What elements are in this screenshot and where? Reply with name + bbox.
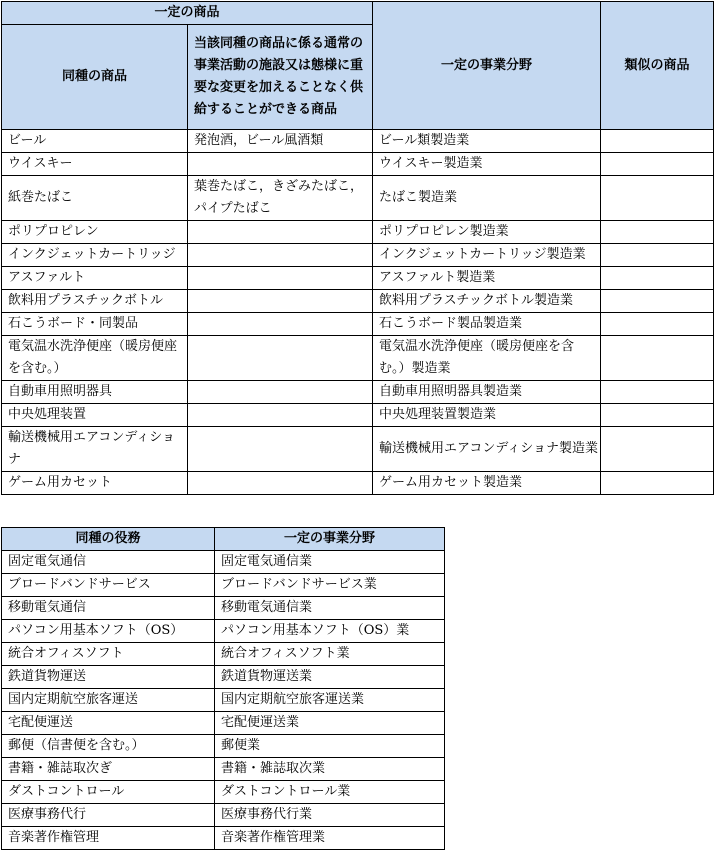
cell-service-business-field: 音楽著作権管理業 — [215, 827, 445, 850]
cell-goods: ウイスキー — [2, 153, 188, 176]
table-row — [2, 313, 714, 336]
cell-substitute — [188, 427, 373, 472]
cell-service-business-field: 書籍・雑誌取次業 — [215, 758, 445, 781]
cell-business-field: たばこ製造業 — [373, 176, 601, 221]
cell-substitute: 葉巻たばこ，きざみたばこ，パイプたばこ — [188, 176, 373, 221]
table-row — [2, 758, 445, 781]
table-row — [2, 221, 714, 244]
cell-service-business-field: ダストコントロール業 — [215, 781, 445, 804]
table-row — [2, 290, 714, 313]
cell-substitute — [188, 313, 373, 336]
cell-business-field: ウイスキー製造業 — [373, 153, 601, 176]
table-row — [2, 643, 445, 666]
services-table-body — [2, 528, 445, 850]
cell-business-field: ビール類製造業 — [373, 130, 601, 153]
cell-service-business-field: 固定電気通信業 — [215, 551, 445, 574]
cell-substitute — [188, 244, 373, 267]
cell-goods: インクジェットカートリッジ — [2, 244, 188, 267]
table-row — [2, 689, 445, 712]
table-row — [2, 381, 714, 404]
table-row — [2, 244, 714, 267]
goods-table-body — [2, 2, 714, 495]
table-row — [2, 176, 714, 221]
cell-similar-goods — [601, 153, 714, 176]
table-row — [2, 827, 445, 850]
cell-service: 音楽著作権管理 — [2, 827, 215, 850]
table-row — [2, 336, 714, 381]
cell-substitute — [188, 336, 373, 381]
cell-service: 統合オフィスソフト — [2, 643, 215, 666]
cell-business-field: ポリプロピレン製造業 — [373, 221, 601, 244]
header-same-service: 同種の役務 — [2, 528, 215, 551]
goods-table — [1, 1, 714, 495]
cell-similar-goods — [601, 290, 714, 313]
cell-goods: 石こうボード・同製品 — [2, 313, 188, 336]
cell-service: 鉄道貨物運送 — [2, 666, 215, 689]
cell-substitute — [188, 290, 373, 313]
cell-similar-goods — [601, 472, 714, 495]
table-row — [2, 620, 445, 643]
cell-goods: ビール — [2, 130, 188, 153]
cell-business-field: 輸送機械用エアコンディショナ製造業 — [373, 427, 601, 472]
cell-substitute — [188, 472, 373, 495]
table-row — [2, 735, 445, 758]
cell-goods: 飲料用プラスチックボトル — [2, 290, 188, 313]
table-row — [2, 130, 714, 153]
cell-similar-goods — [601, 130, 714, 153]
header-goods-group: 一定の商品 — [2, 2, 373, 25]
table-row — [2, 712, 445, 735]
cell-similar-goods — [601, 267, 714, 290]
cell-similar-goods — [601, 244, 714, 267]
cell-business-field: 飲料用プラスチックボトル製造業 — [373, 290, 601, 313]
table-row — [2, 472, 714, 495]
cell-service-business-field: 宅配便運送業 — [215, 712, 445, 735]
cell-service: 書籍・雑誌取次ぎ — [2, 758, 215, 781]
cell-similar-goods — [601, 336, 714, 381]
cell-substitute — [188, 267, 373, 290]
cell-goods: 自動車用照明器具 — [2, 381, 188, 404]
cell-service-business-field: 郵便業 — [215, 735, 445, 758]
cell-service: 医療事務代行 — [2, 804, 215, 827]
cell-business-field: アスファルト製造業 — [373, 267, 601, 290]
table-row — [2, 153, 714, 176]
table-row — [2, 804, 445, 827]
header-business-field: 一定の事業分野 — [373, 2, 601, 130]
cell-goods: アスファルト — [2, 267, 188, 290]
cell-similar-goods — [601, 313, 714, 336]
cell-substitute: 発泡酒，ビール風酒類 — [188, 130, 373, 153]
cell-goods: 中央処理装置 — [2, 404, 188, 427]
cell-substitute — [188, 221, 373, 244]
cell-service: 固定電気通信 — [2, 551, 215, 574]
header-same-goods: 同種の商品 — [2, 25, 188, 130]
header-service-business-field: 一定の事業分野 — [215, 528, 445, 551]
cell-service-business-field: 移動電気通信業 — [215, 597, 445, 620]
cell-service: 郵便（信書便を含む。） — [2, 735, 215, 758]
cell-goods: 輸送機械用エアコンディショナ — [2, 427, 188, 472]
cell-substitute — [188, 404, 373, 427]
cell-substitute — [188, 153, 373, 176]
table-row — [2, 574, 445, 597]
cell-similar-goods — [601, 381, 714, 404]
services-table — [1, 527, 445, 850]
cell-service: ダストコントロール — [2, 781, 215, 804]
cell-similar-goods — [601, 176, 714, 221]
cell-service: 国内定期航空旅客運送 — [2, 689, 215, 712]
table-row — [2, 666, 445, 689]
table-row — [2, 781, 445, 804]
cell-similar-goods — [601, 427, 714, 472]
cell-business-field: インクジェットカートリッジ製造業 — [373, 244, 601, 267]
cell-service-business-field: 統合オフィスソフト業 — [215, 643, 445, 666]
cell-service-business-field: 国内定期航空旅客運送業 — [215, 689, 445, 712]
table-row — [2, 267, 714, 290]
cell-service: 宅配便運送 — [2, 712, 215, 735]
cell-service: ブロードバンドサービス — [2, 574, 215, 597]
cell-service-business-field: ブロードバンドサービス業 — [215, 574, 445, 597]
cell-service-business-field: パソコン用基本ソフト（OS）業 — [215, 620, 445, 643]
header-similar-goods: 類似の商品 — [601, 2, 714, 130]
cell-service-business-field: 鉄道貨物運送業 — [215, 666, 445, 689]
cell-goods: 紙巻たばこ — [2, 176, 188, 221]
cell-business-field: 自動車用照明器具製造業 — [373, 381, 601, 404]
cell-service-business-field: 医療事務代行業 — [215, 804, 445, 827]
cell-business-field: ゲーム用カセット製造業 — [373, 472, 601, 495]
cell-goods: 電気温水洗浄便座（暖房便座を含む。） — [2, 336, 188, 381]
cell-service: 移動電気通信 — [2, 597, 215, 620]
cell-business-field: 中央処理装置製造業 — [373, 404, 601, 427]
cell-goods: ポリプロピレン — [2, 221, 188, 244]
cell-service: パソコン用基本ソフト（OS） — [2, 620, 215, 643]
cell-business-field: 電気温水洗浄便座（暖房便座を含む。）製造業 — [373, 336, 601, 381]
table-row — [2, 597, 445, 620]
cell-similar-goods — [601, 221, 714, 244]
header-substitute-goods: 当該同種の商品に係る通常の事業活動の施設又は態様に重要な変更を加えることなく供給することができる商品 — [188, 25, 373, 130]
cell-business-field: 石こうボード製品製造業 — [373, 313, 601, 336]
cell-substitute — [188, 381, 373, 404]
table-row — [2, 427, 714, 472]
cell-similar-goods — [601, 404, 714, 427]
table-row — [2, 551, 445, 574]
table-row — [2, 404, 714, 427]
cell-goods: ゲーム用カセット — [2, 472, 188, 495]
